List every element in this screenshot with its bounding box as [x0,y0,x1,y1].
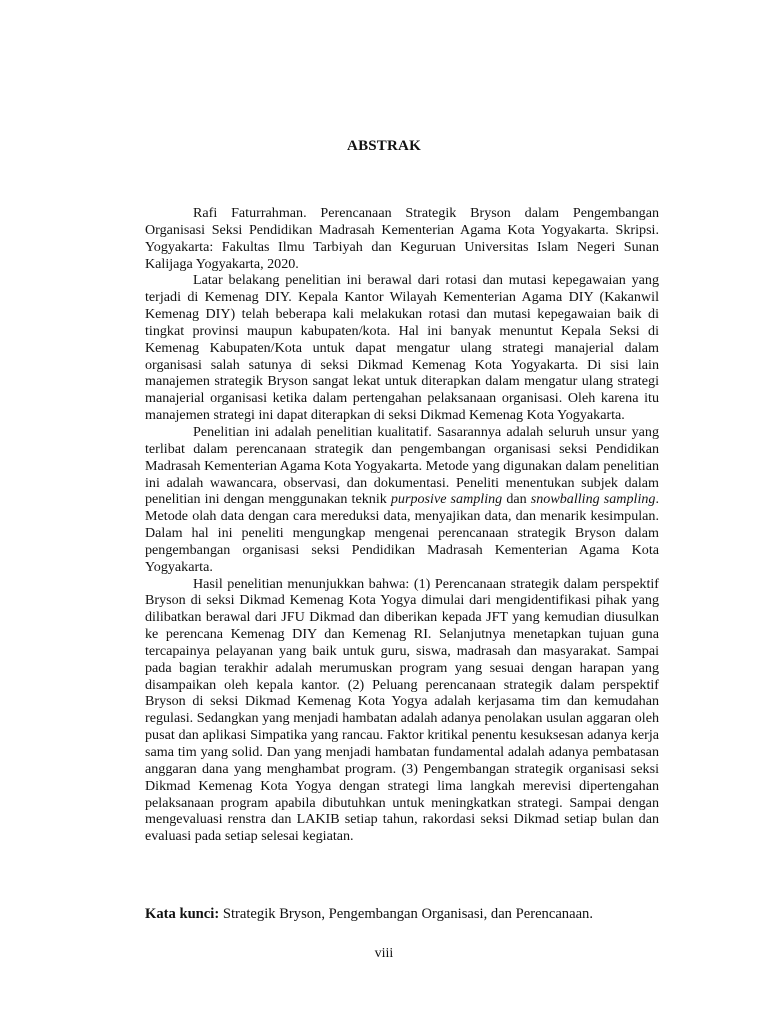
abstract-paragraph [145,272,659,424]
abstract-title: ABSTRAK [347,138,421,154]
abstract-paragraph [145,576,659,846]
italic-term: purposive sampling [390,491,503,508]
paragraph-text: Latar belakang penelitian ini berawal dari rotasi dan mutasi kepegawaian yang terjadi di Kemenag DIY. Kepala Kantor Wilayah Kementerian Agama DIY (Kakanwil Kemenag DIY) telah beberapa kali melakukan rotasi dan mutasi kepegawaian baik di tingkat provinsi maupun kabupaten/kota. Hal ini banyak menuntut Kepala Seksi di Kemenag Kabupaten/Kota untuk dapat mengatur ulang strategi manajerial dalam organisasi salah satunya di seksi Dikmad Kemenag Kota Yogyakarta. Di sisi lain manajemen strategik Bryson sangat lekat untuk diterapkan dalam mengatur ulang strategi manajerial organisasi ketika dalam pertengahan pelaksanaan organisasi. Oleh karena itu manajemen strategi ini dapat diterapkan di seksi Dikmad Kemenag Kota Yogyakarta. [145,272,659,424]
abstract-body [145,205,659,845]
abstract-paragraph [145,205,659,272]
italic-term: snowballing sampling [530,491,656,508]
paragraph-text: Rafi Faturrahman. Perencanaan Strategik Bryson dalam Pengembangan Organisasi Seksi Pendidikan Madrasah Kementerian Agama Kota Yogyakarta. Skripsi. Yogyakarta: Fakultas Ilmu Tarbiyah dan Keguruan Universitas Islam Negeri Sunan Kalijaga Yogyakarta, 2020. [145,205,659,272]
paragraph-text: Hasil penelitian menunjukkan bahwa: (1) Perencanaan strategik dalam perspektif Bryson di seksi Dikmad Kemenag Kota Yogya dimulai dari mengidentifikasi pihak yang dilibatkan berawal dari JFU Dikmad dan diberikan kepada JFT yang kemudian diusulkan ke perencana Kemenag DIY dan Kemenag RI. Selanjutnya menetapkan tujuan guna tercapainya pelayanan yang baik untuk guru, siswa, madrasah dan masyarakat. Sampai pada bagian terakhir adalah merumuskan program yang sesuai dengan harapan yang disampaikan oleh kepala kantor. (2) Peluang perencanaan strategik dalam perspektif Bryson di seksi Dikmad Kemenag Kota Yogya adalah kerjasama tim dan kemudahan regulasi. Sedangkan yang menjadi hambatan adalah adanya penolakan usulan aggaran oleh pusat dan aplikasi Simpatika yang rancau. Faktor kritikal penentu kesuksesan adanya kerja sama tim yang solid. Dan yang menjadi hambatan fundamental adalah adanya pembatasan anggaran dana yang menghambat program. (3) Pengembangan strategik organisasi seksi Dikmad Kemenag Kota Yogya dengan strategi lima langkah merevisi dipertengahan pelaksanaan program apabila dibutuhkan untuk meningkatkan strategi. Sampai dengan mengevaluasi renstra dan LAKIB setiap tahun, rakordasi seksi Dikmad setiap bulan dan evaluasi pada setiap selesai kegiatan. [145,575,659,845]
keywords-label: Kata kunci: [145,906,220,922]
paragraph-text: dan [502,491,531,508]
page-number: viii [374,946,394,961]
paragraph-text: Penelitian ini adalah penelitian kualitatif. Sasarannya adalah seluruh unsur yang terlibat dalam perencanaan strategik dan pengembangan organisasi seksi Pendidikan Madrasah Kementerian Agama Kota Yogyakarta. Metode yang digunakan dalam penelitian ini adalah wawancara, observasi, dan dokumentasi. Peneliti menentukan subjek dalam penelitian ini dengan menggunakan teknik [145,423,659,508]
abstract-paragraph [145,424,659,576]
keywords-text: Strategik Bryson, Pengembangan Organisasi, dan Perencanaan. [219,906,594,922]
keywords-line [145,906,665,923]
paragraph-text: . Metode olah data dengan cara mereduksi data, menyajikan data, dan menarik kesimpulan. Dalam hal ini peneliti mengungkap mengenai perencanaan strategik Bryson dalam pengembangan organisasi seksi Pendidikan Madrasah Kementerian Agama Kota Yogyakarta. [145,491,659,575]
